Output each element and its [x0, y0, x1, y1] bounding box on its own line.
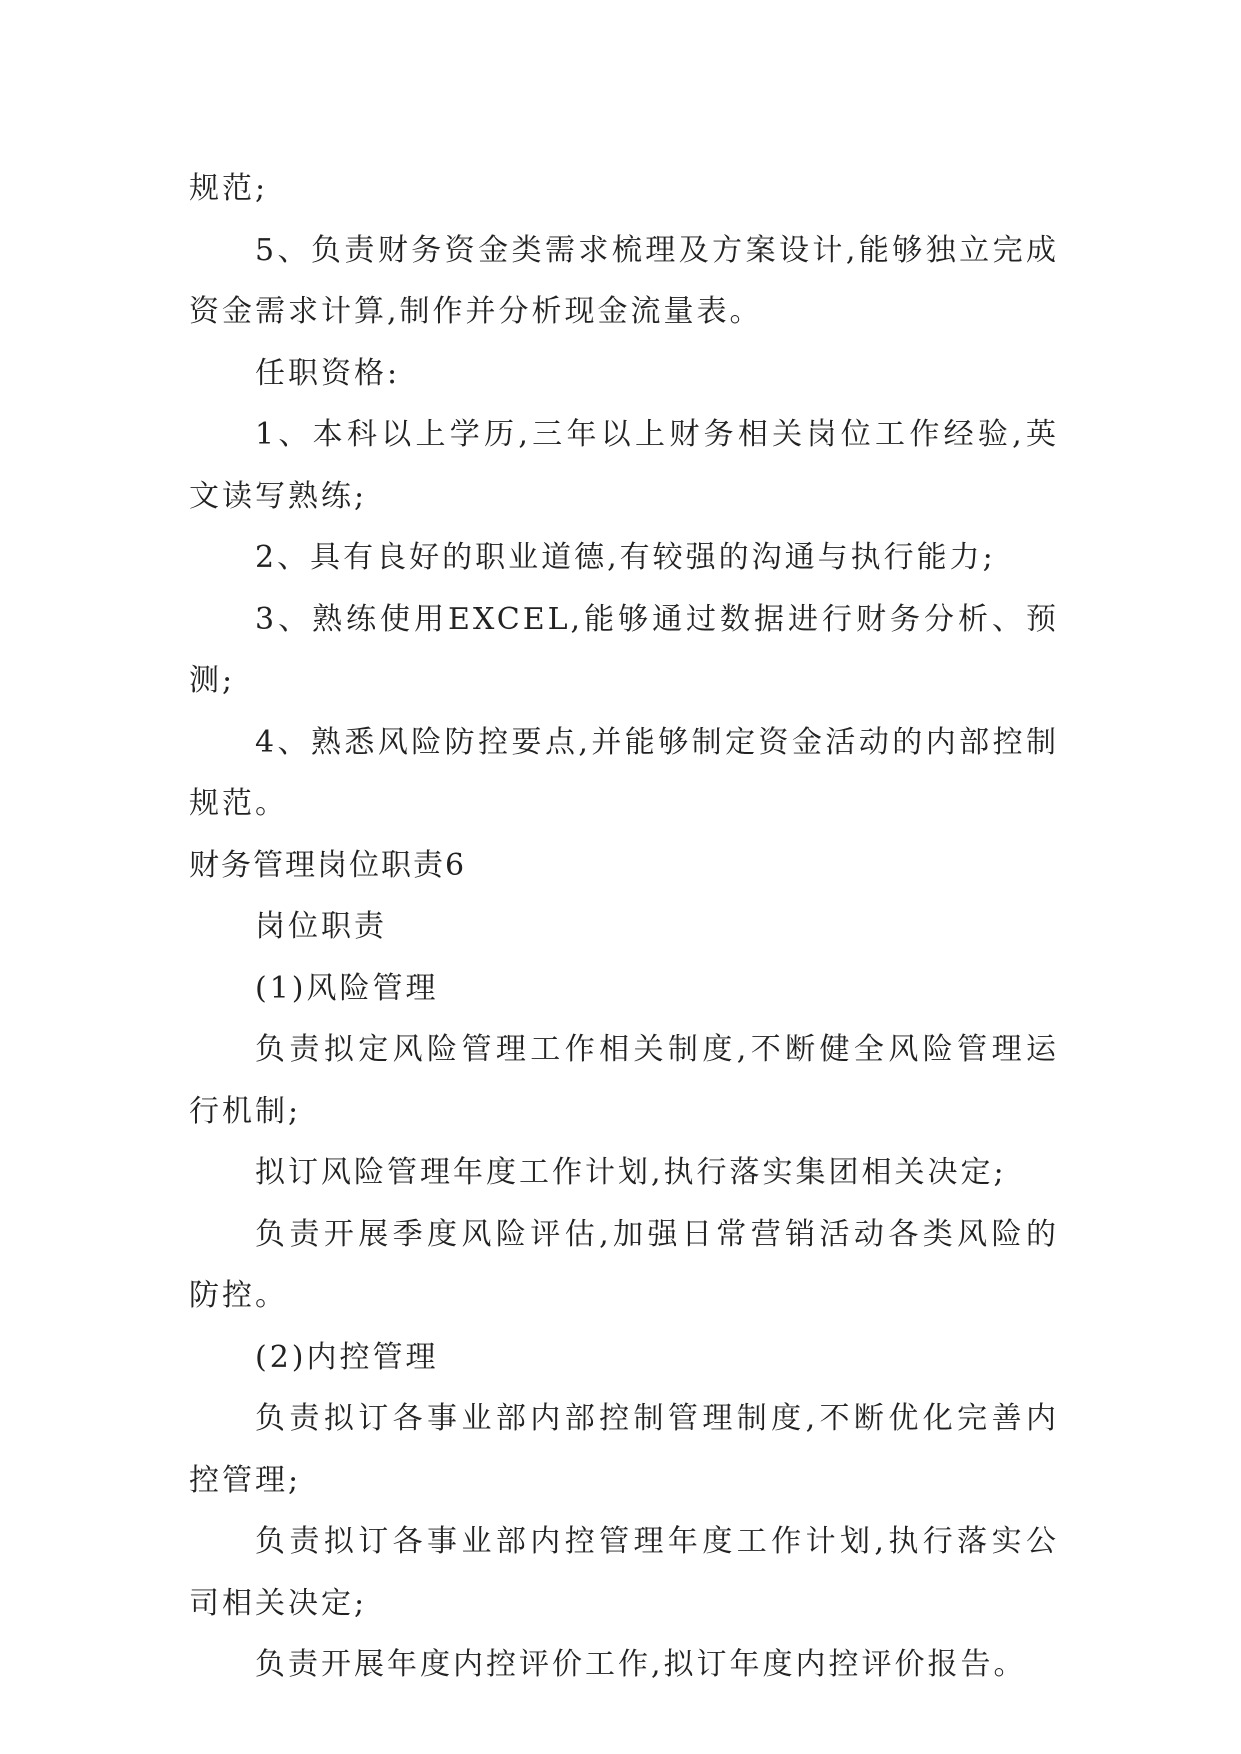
paragraph: 任职资格:	[255, 355, 401, 391]
paragraph: 规范;	[189, 171, 269, 206]
paragraph: 负责拟定风险管理工作相关制度,不断健全风险管理运行机制;	[189, 1032, 1059, 1129]
paragraph: 负责拟订各事业部内部控制管理制度,不断优化完善内控管理;	[189, 1401, 1059, 1498]
paragraph: 负责开展年度内控评价工作,拟订年度内控评价报告。	[255, 1647, 1027, 1682]
paragraph: 4、熟悉风险防控要点,并能够制定资金活动的内部控制规范。	[189, 724, 1059, 821]
section-heading: 财务管理岗位职责6	[189, 847, 467, 883]
paragraph: 3、熟练使用EXCEL,能够通过数据进行财务分析、预测;	[189, 601, 1059, 698]
paragraph: 5、负责财务资金类需求梳理及方案设计,能够独立完成资金需求计算,制作并分析现金流量表。	[189, 232, 1059, 329]
paragraph: 1、本科以上学历,三年以上财务相关岗位工作经验,英文读写熟练;	[189, 417, 1059, 514]
paragraph: 负责开展季度风险评估,加强日常营销活动各类风险的防控。	[189, 1216, 1059, 1313]
paragraph: 岗位职责	[255, 909, 387, 944]
paragraph: (1)风险管理	[255, 970, 439, 1006]
paragraph: 2、具有良好的职业道德,有较强的沟通与执行能力;	[255, 540, 996, 575]
document-body	[189, 158, 1059, 1696]
paragraph: 负责拟订各事业部内控管理年度工作计划,执行落实公司相关决定;	[189, 1524, 1059, 1621]
paragraph: (2)内控管理	[255, 1339, 439, 1375]
paragraph: 拟订风险管理年度工作计划,执行落实集团相关决定;	[255, 1155, 1007, 1190]
